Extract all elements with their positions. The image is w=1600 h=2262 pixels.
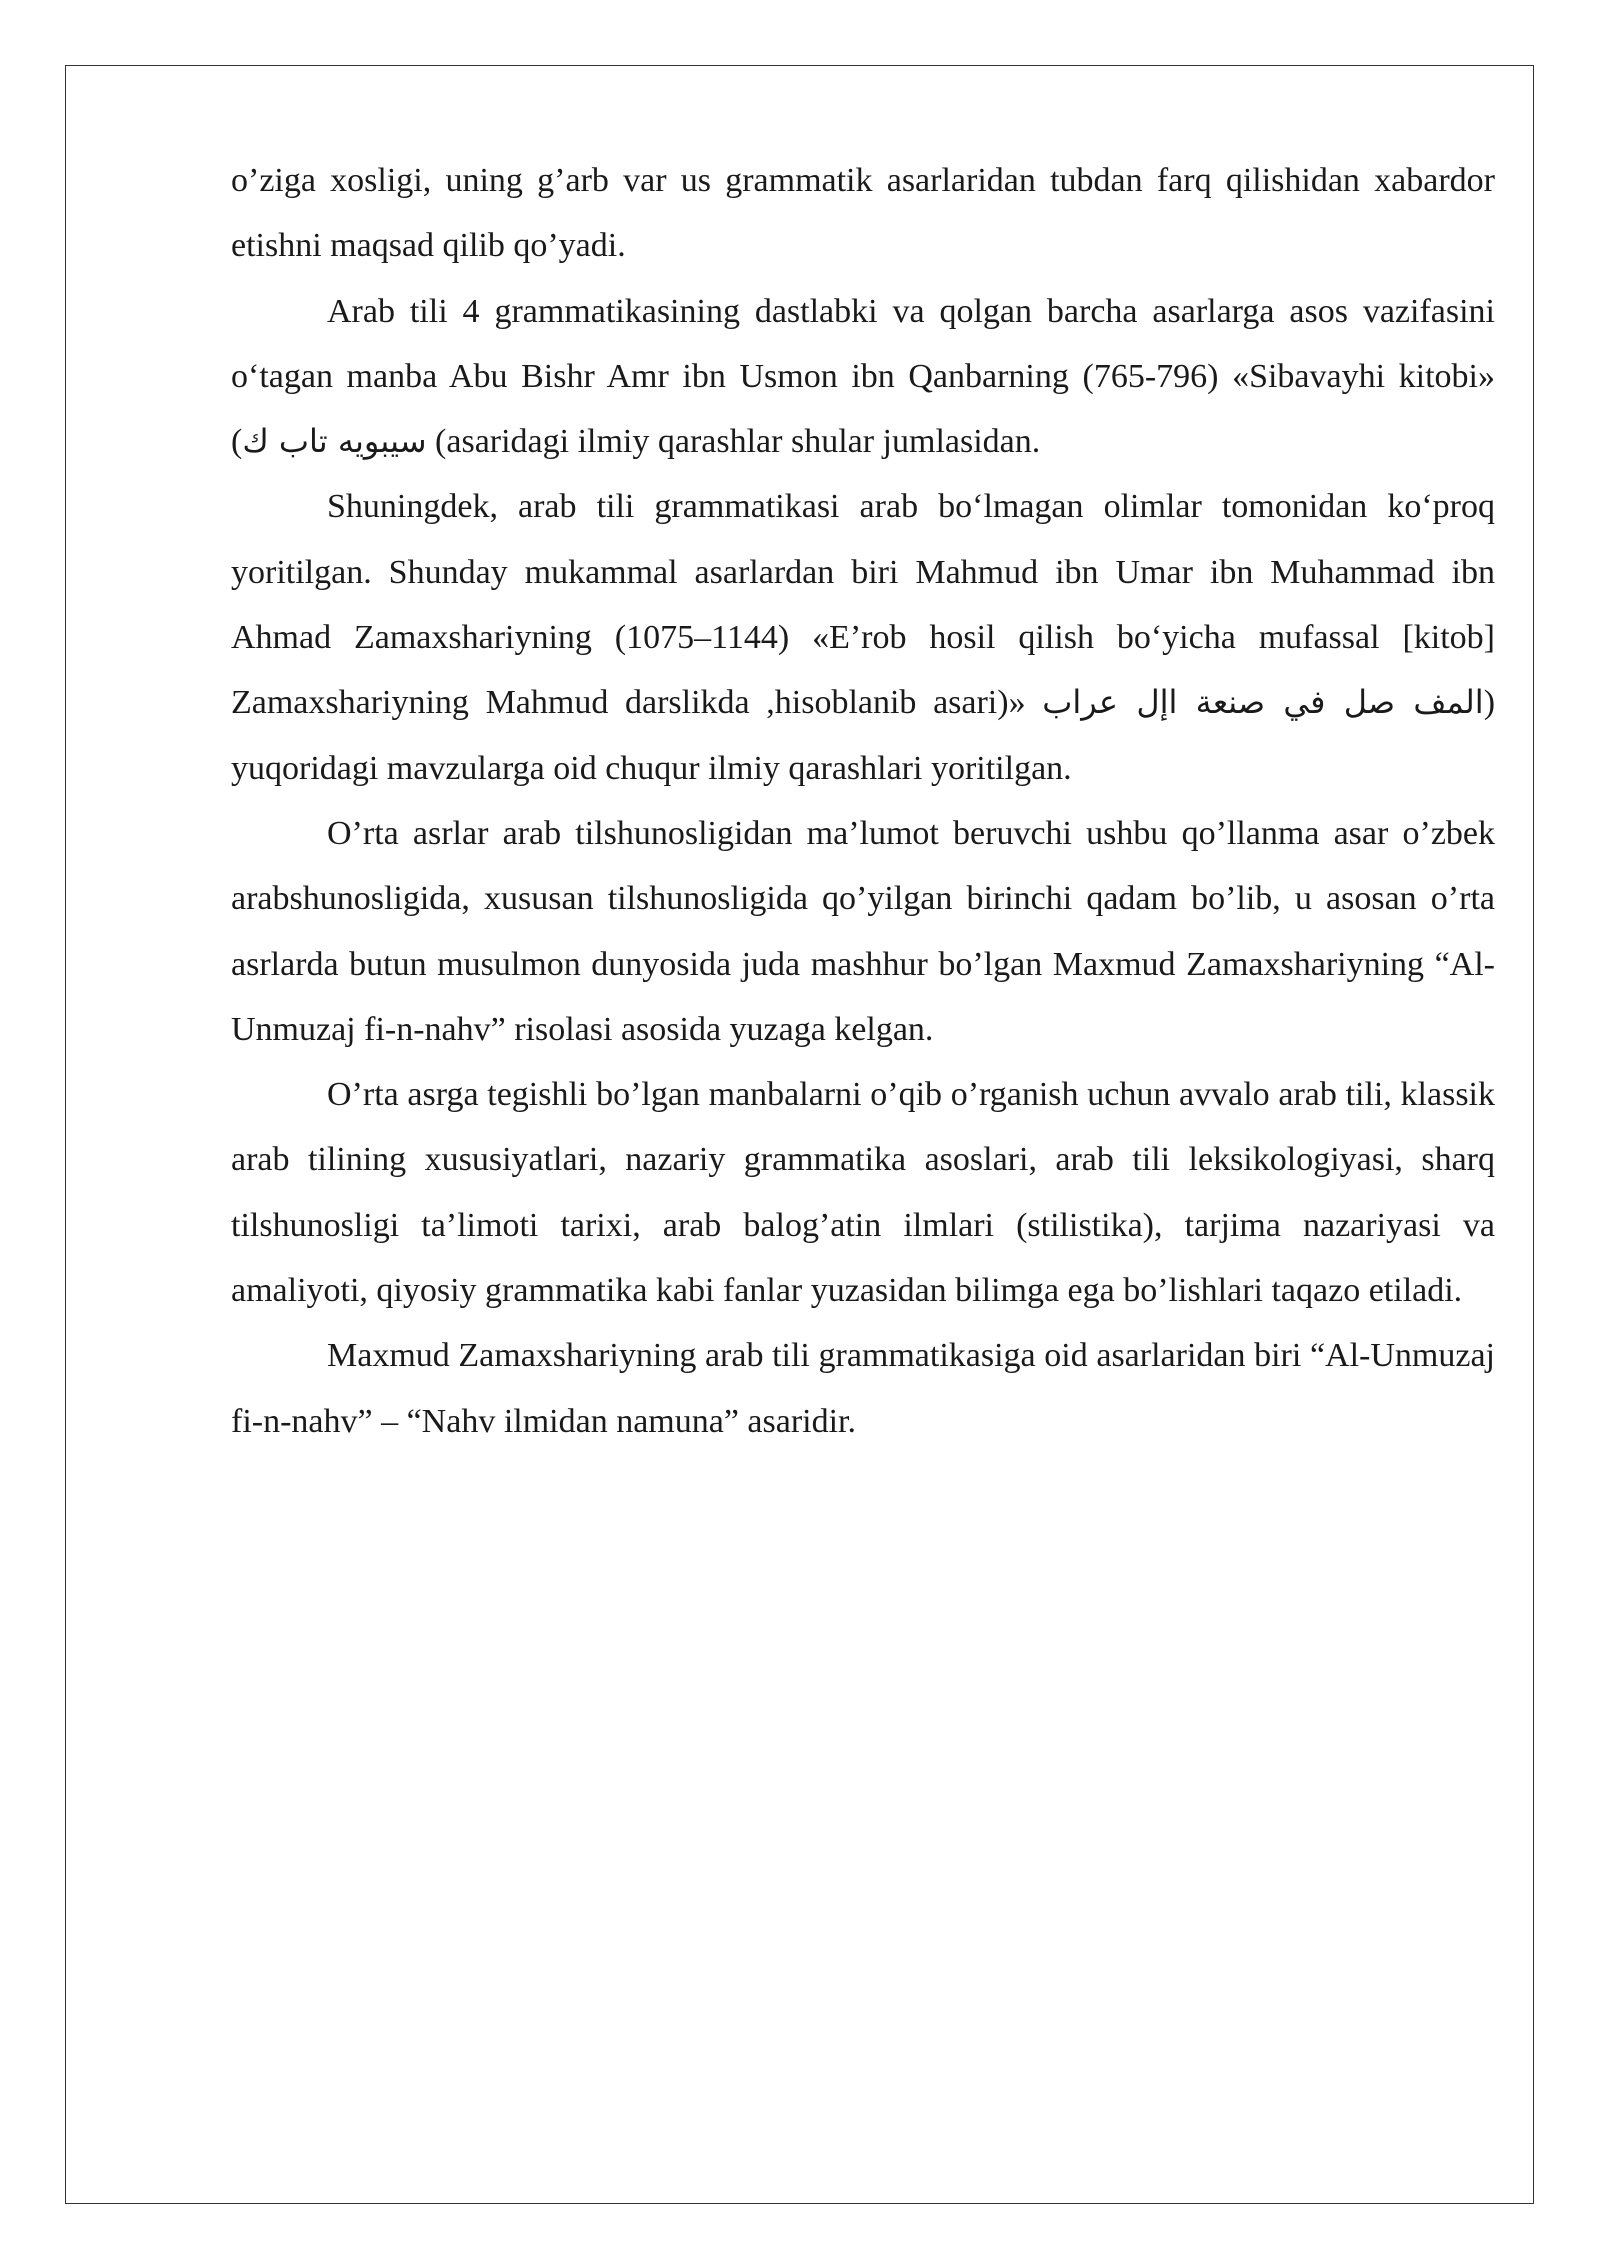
paragraph-2	[231, 279, 1495, 475]
paragraph-1	[231, 148, 1495, 279]
paragraph-text: Shuningdek, arab tili grammatikasi arab boʻlmagan olimlar tomonidan koʻproq yoritilgan. Shunday mukammal asarlardan biri Mahmud ibn Umar ibn Muhammad ibn Ahmad Zamaxshariyning (1075–1144) «E’rob hosil qilish boʻyicha mufassal [kitob] Zamaxshariyning Mahmud darslikda ,hisoblanib asari)»	[231, 488, 1495, 722]
paragraph-text: o’ziga xosligi, uning g’arb var us grammatik asarlaridan tubdan farq qilishidan xabardor etishni maqsad qilib qo’yadi.	[231, 162, 1495, 265]
paragraph-text: ) yuqoridagi mavzularga oid chuqur ilmiy qarashlari yoritilgan.	[231, 684, 1496, 787]
arabic-title: سيبويه تاب ك	[242, 422, 427, 461]
paragraph-text: O’rta asrlar arab tilshunosligidan ma’lumot beruvchi ushbu qo’llanma asar o’zbek arabshunosligida, xususan tilshunosligida qo’yilgan birinchi qadam bo’lib, u asosan o’rta asrlarda butun musulmon dunyosida juda mashhur bo’lgan Maxmud Zamaxshariyning “Al-Unmuzaj fi-n-nahv” risolasi asosida yuzaga kelgan.	[231, 814, 1495, 1048]
arabic-title: المف صل في صنعة اإل عراب	[1042, 683, 1484, 722]
paragraph-3	[231, 474, 1495, 800]
paragraph-4	[231, 801, 1495, 1062]
paragraph-text: O’rta asrga tegishli bo’lgan manbalarni o’qib o’rganish uchun avvalo arab tili, klassik arab tilining xususiyatlari, nazariy grammatika asoslari, arab tili leksikologiyasi, sharq tilshunosligi ta’limoti tarixi, arab balog’atin ilmlari (stilistika), tarjima nazariyasi va amaliyoti, qiyosiy grammatika kabi fanlar yuzasidan bilimga ega bo’lishlari taqazo etiladi.	[231, 1076, 1495, 1310]
document-body	[231, 148, 1495, 1454]
paragraph-text: (asaridagi ilmiy qarashlar shular jumlasidan.	[426, 423, 1041, 461]
paragraph-6	[231, 1323, 1495, 1454]
paragraph-text: Arab tili 4 grammatikasining dastlabki va qolgan barcha asarlarga asos vazifasini oʻtagan manba Abu Bishr Amr ibn Usmon ibn Qanbarning (765-796) «Sibavayhi kitobi» (	[231, 292, 1495, 461]
paragraph-text: Maxmud Zamaxshariyning arab tili grammatikasiga oid asarlaridan biri “Al-Unmuzaj fi-n-nahv” – “Nahv ilmidan namuna” asaridir.	[231, 1337, 1495, 1440]
paragraph-5	[231, 1062, 1495, 1323]
